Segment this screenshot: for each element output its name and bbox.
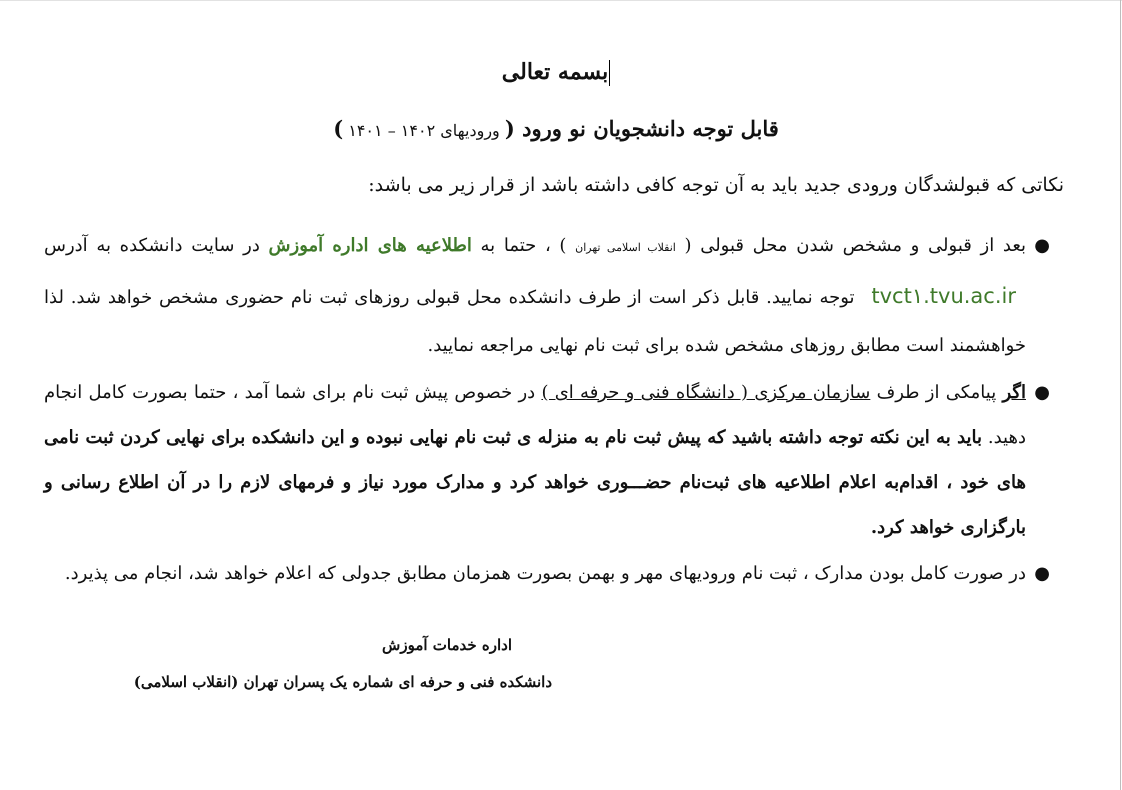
signature-institution: دانشکده فنی و حرفه ای شماره یک پسران تهران (انقلاب اسلامی) [133,673,552,691]
bullet-2-underlined: سازمان مرکزی ( دانشگاه فنی و حرفه ای ) [541,382,871,403]
notice-list [44,222,1068,598]
signature-office: اداره خدمات آموزش [382,636,512,654]
bullet-icon: ● [1034,382,1050,403]
subtitle-bold: قابل توجه دانشجویان نو ورود ( [504,116,779,141]
page-right-border [1120,0,1121,790]
list-item [44,370,1068,550]
bullet-icon: ● [1034,563,1050,584]
bullet-2-bold: باید به این نکته توجه داشته باشید که پیش ثبت نام به منزله ی ثبت نام نهایی نبوده و این دانشکده برای نهایی کردن ثبت نامی های خود ، اقدام‌به اعلام اطلاعیه های ثبت‌نام حضـــوری خواهد کرد و مدارک مورد نیاز و فرمهای لازم را در آن اطلاع رسانی و بارگزاری خواهد کرد. [44,427,1026,538]
bullet-2-text-a: پیامکی از طرف [870,382,1003,403]
bullet-3-text: در صورت کامل بودن مدارک ، ثبت نام ورودیهای مهر و بهمن بصورت همزمان مطابق جدولی که اعلام خواهد شد، انجام می پذیرد. [64,563,1026,584]
subtitle-years: ورودیهای ۱۴۰۲ – ۱۴۰۱ [343,121,505,140]
bullet-1-text-b: ) ، حتما به [471,235,576,256]
bullet-1-highlight: اطلاعیه های اداره آموزش [268,235,472,256]
bullet-1-text-d: توجه نمایید. قابل ذکر است از طرف دانشکده محل قبولی روزهای ثبت نام حضوری مشخص خواهد شد. لذا خواهشمند است مطابق روزهای مشخص شده برای ثبت نام نهایی مراجعه نمایید. [44,287,1026,356]
text-cursor [609,60,610,86]
website-link[interactable]: tvct۱.tvu.ac.ir [871,284,1016,308]
bullet-1-text-a: بعد از قبولی و مشخص شدن محل قبولی ( [675,235,1027,256]
bullet-2-if: اگر [1002,382,1026,403]
list-item [44,222,1068,370]
subtitle-close: ) [333,116,344,141]
document-subtitle [44,114,1068,146]
bullet-1-tiny-note: انقلاب اسلامی تهران [575,241,676,254]
list-item [44,550,1068,598]
document-page [44,0,1068,790]
document-title [44,56,1068,88]
bullet-icon: ● [1034,235,1050,256]
bullet-1-text-c: در سایت دانشکده به آدرس [44,235,269,256]
intro-paragraph: نکاتی که قبولشدگان ورودی جدید باید به آن توجه کافی داشته باشد از قرار زیر می باشد: [368,174,1064,196]
title-text: بسمه تعالی [501,59,609,85]
bullet-2-text-b: در خصوص پیش ثبت نام برای شما آمد ، حتما بصورت کامل انجام دهید. [44,382,1026,448]
